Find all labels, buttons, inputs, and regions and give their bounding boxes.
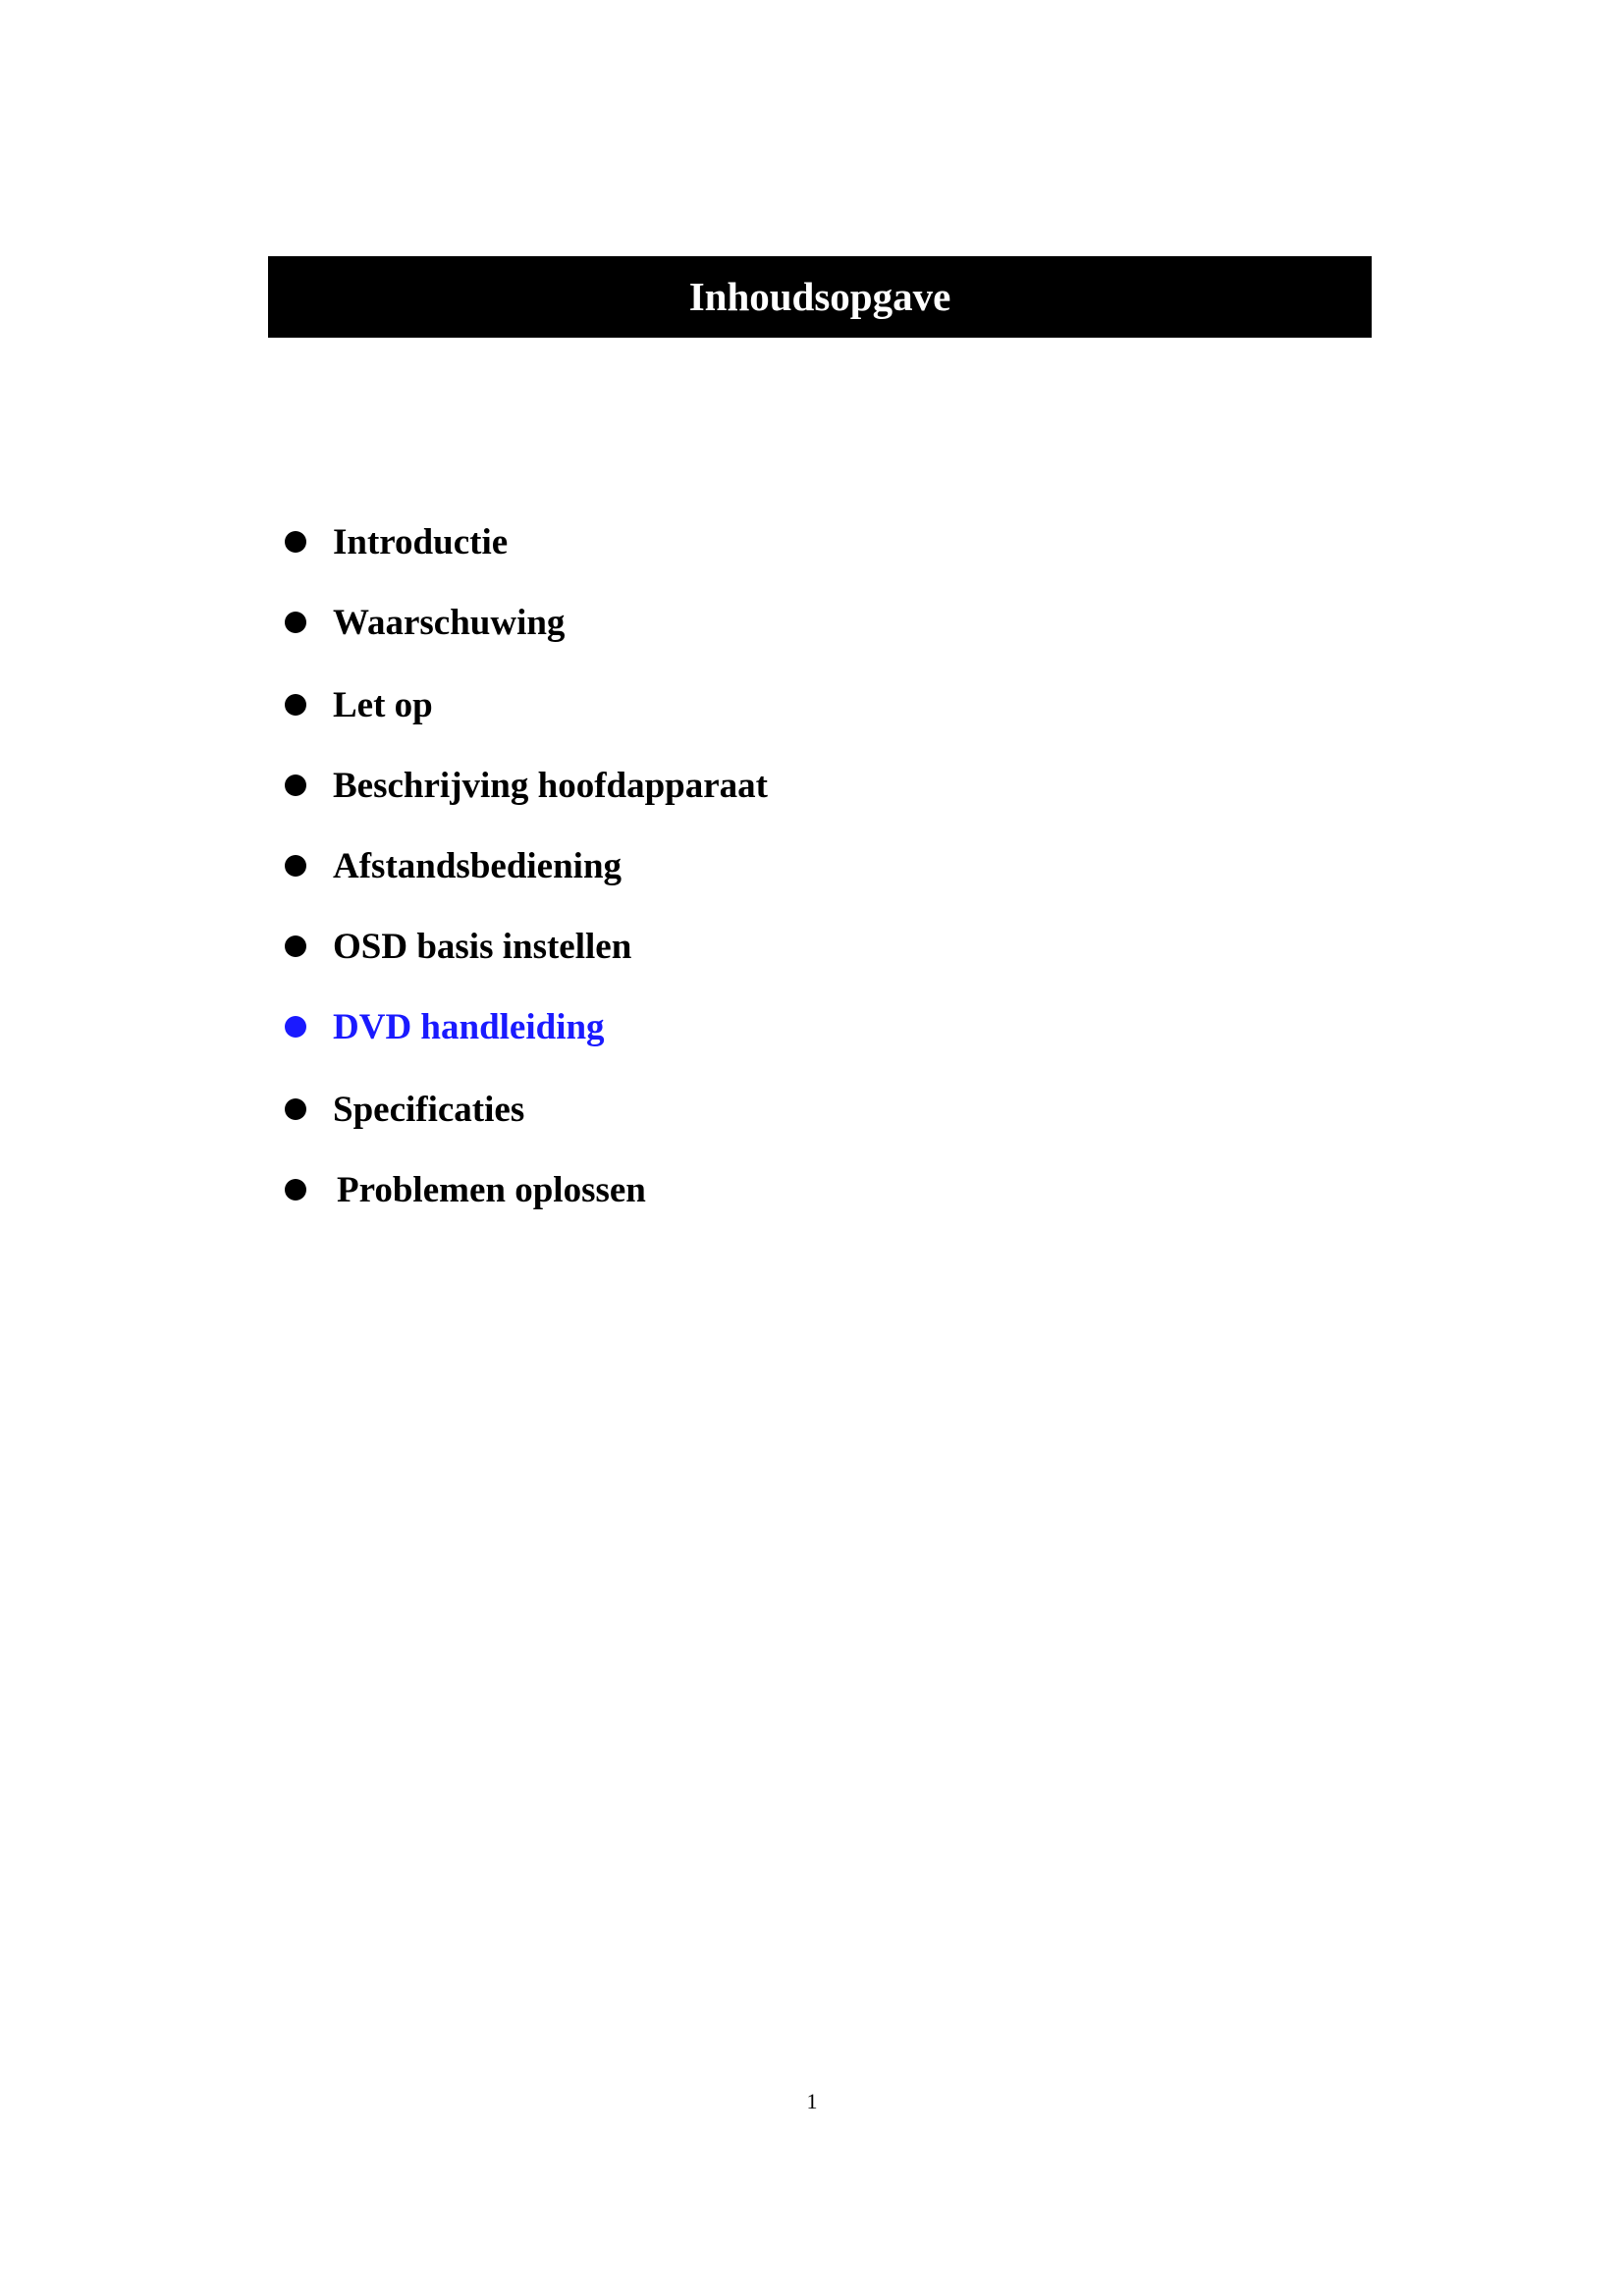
bullet-icon <box>285 531 306 553</box>
table-of-contents <box>285 0 1365 2296</box>
bullet-icon <box>285 855 306 877</box>
bullet-icon <box>285 612 306 633</box>
toc-item-let-op <box>285 675 433 734</box>
toc-item-problemen-oplossen <box>285 1160 646 1219</box>
toc-item-label: Waarschuwing <box>333 602 566 643</box>
toc-item-introductie <box>285 512 508 571</box>
toc-item-waarschuwing <box>285 593 565 652</box>
toc-item-label: Let op <box>333 684 433 725</box>
toc-item-beschrijving-hoofdapparaat <box>285 756 768 815</box>
toc-item-label: Beschrijving hoofdapparaat <box>333 765 769 806</box>
toc-item-label: Problemen oplossen <box>337 1169 646 1210</box>
toc-item-label: Introductie <box>333 521 509 562</box>
toc-item-label: OSD basis instellen <box>333 926 632 967</box>
page-title: Inhoudsopgave <box>688 274 951 319</box>
toc-item-afstandsbediening <box>285 836 622 895</box>
bullet-icon <box>285 774 306 796</box>
toc-item-osd-basis-instellen <box>285 917 631 976</box>
toc-item-label: Afstandsbediening <box>333 845 623 886</box>
page-number: 1 <box>806 2089 818 2113</box>
toc-item-specificaties <box>285 1080 524 1139</box>
bullet-icon <box>285 1016 306 1038</box>
bullet-icon <box>285 1179 306 1201</box>
bullet-icon <box>285 694 306 716</box>
bullet-icon <box>285 935 306 957</box>
toc-item-dvd-handleiding[interactable] <box>285 997 605 1056</box>
bullet-icon <box>285 1098 306 1120</box>
toc-item-label: Specificaties <box>333 1089 525 1130</box>
toc-item-label-link[interactable]: DVD handleiding <box>333 1006 605 1047</box>
